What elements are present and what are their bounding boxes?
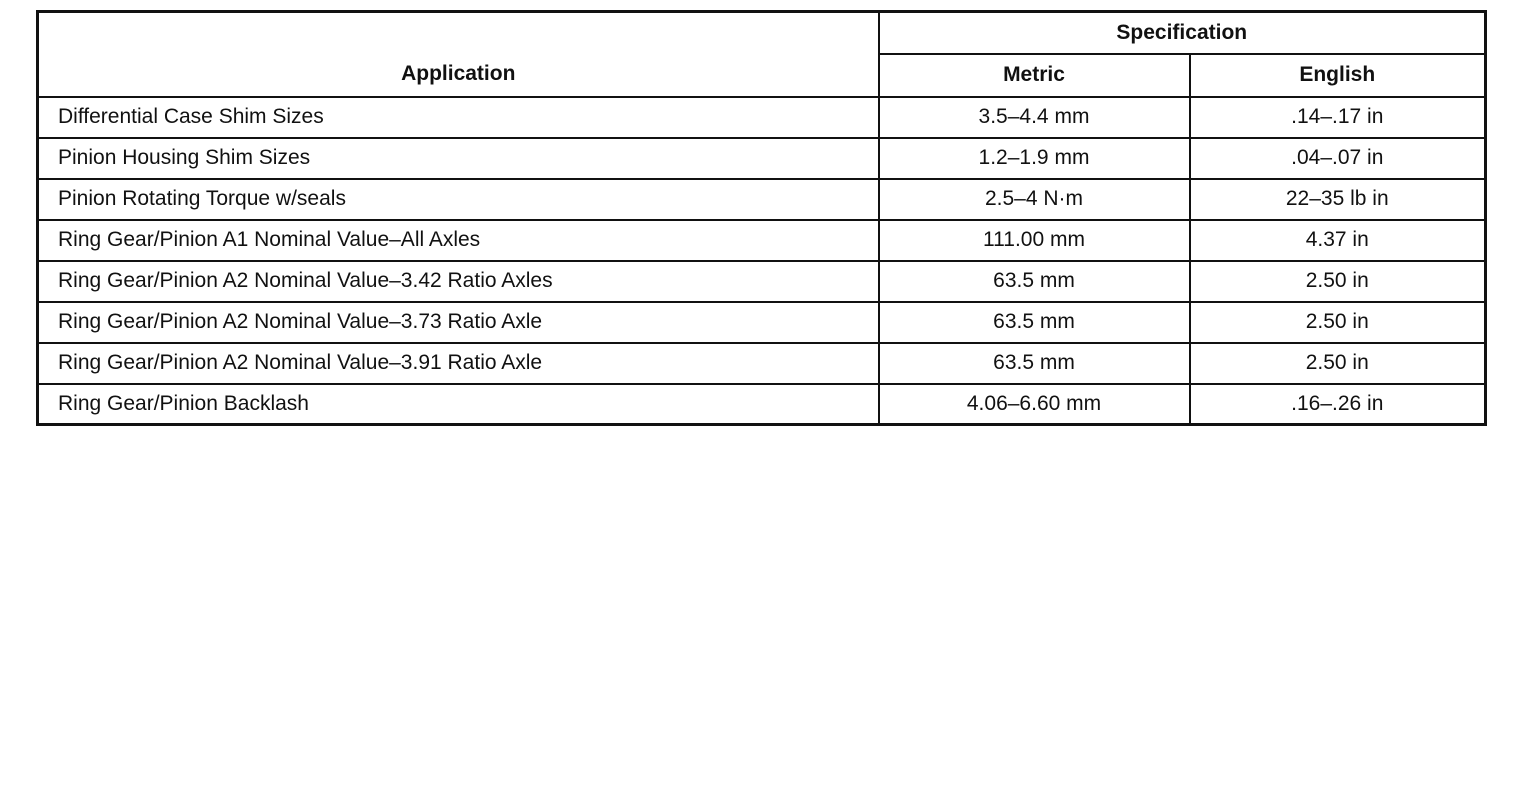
header-row-top xyxy=(38,12,1486,54)
english-header: English xyxy=(1190,54,1486,97)
application-header: Application xyxy=(38,12,879,97)
metric-cell: 4.06–6.60 mm xyxy=(879,384,1190,425)
metric-cell: 63.5 mm xyxy=(879,343,1190,384)
table-row xyxy=(38,97,1486,138)
english-cell: .04–.07 in xyxy=(1190,138,1486,179)
application-cell: Ring Gear/Pinion Backlash xyxy=(38,384,879,425)
metric-cell: 3.5–4.4 mm xyxy=(879,97,1190,138)
english-cell: 2.50 in xyxy=(1190,302,1486,343)
english-cell: 22–35 lb in xyxy=(1190,179,1486,220)
metric-cell: 111.00 mm xyxy=(879,220,1190,261)
table-header xyxy=(38,12,1486,97)
application-cell: Ring Gear/Pinion A2 Nominal Value–3.42 Ratio Axles xyxy=(38,261,879,302)
english-cell: 2.50 in xyxy=(1190,261,1486,302)
application-cell: Differential Case Shim Sizes xyxy=(38,97,879,138)
table-row xyxy=(38,302,1486,343)
metric-cell: 63.5 mm xyxy=(879,261,1190,302)
english-cell: .14–.17 in xyxy=(1190,97,1486,138)
metric-cell: 2.5–4 N·m xyxy=(879,179,1190,220)
application-cell: Pinion Housing Shim Sizes xyxy=(38,138,879,179)
table-row xyxy=(38,138,1486,179)
application-cell: Ring Gear/Pinion A2 Nominal Value–3.73 Ratio Axle xyxy=(38,302,879,343)
metric-header: Metric xyxy=(879,54,1190,97)
metric-cell: 1.2–1.9 mm xyxy=(879,138,1190,179)
metric-cell: 63.5 mm xyxy=(879,302,1190,343)
table-row xyxy=(38,261,1486,302)
application-cell: Ring Gear/Pinion A2 Nominal Value–3.91 Ratio Axle xyxy=(38,343,879,384)
english-cell: 2.50 in xyxy=(1190,343,1486,384)
specification-table xyxy=(36,10,1487,426)
table-row xyxy=(38,384,1486,425)
english-cell: 4.37 in xyxy=(1190,220,1486,261)
application-cell: Pinion Rotating Torque w/seals xyxy=(38,179,879,220)
table-row xyxy=(38,179,1486,220)
table-row xyxy=(38,220,1486,261)
specification-header: Specification xyxy=(879,12,1486,54)
table-row xyxy=(38,343,1486,384)
table-body xyxy=(38,97,1486,425)
english-cell: .16–.26 in xyxy=(1190,384,1486,425)
application-cell: Ring Gear/Pinion A1 Nominal Value–All Axles xyxy=(38,220,879,261)
